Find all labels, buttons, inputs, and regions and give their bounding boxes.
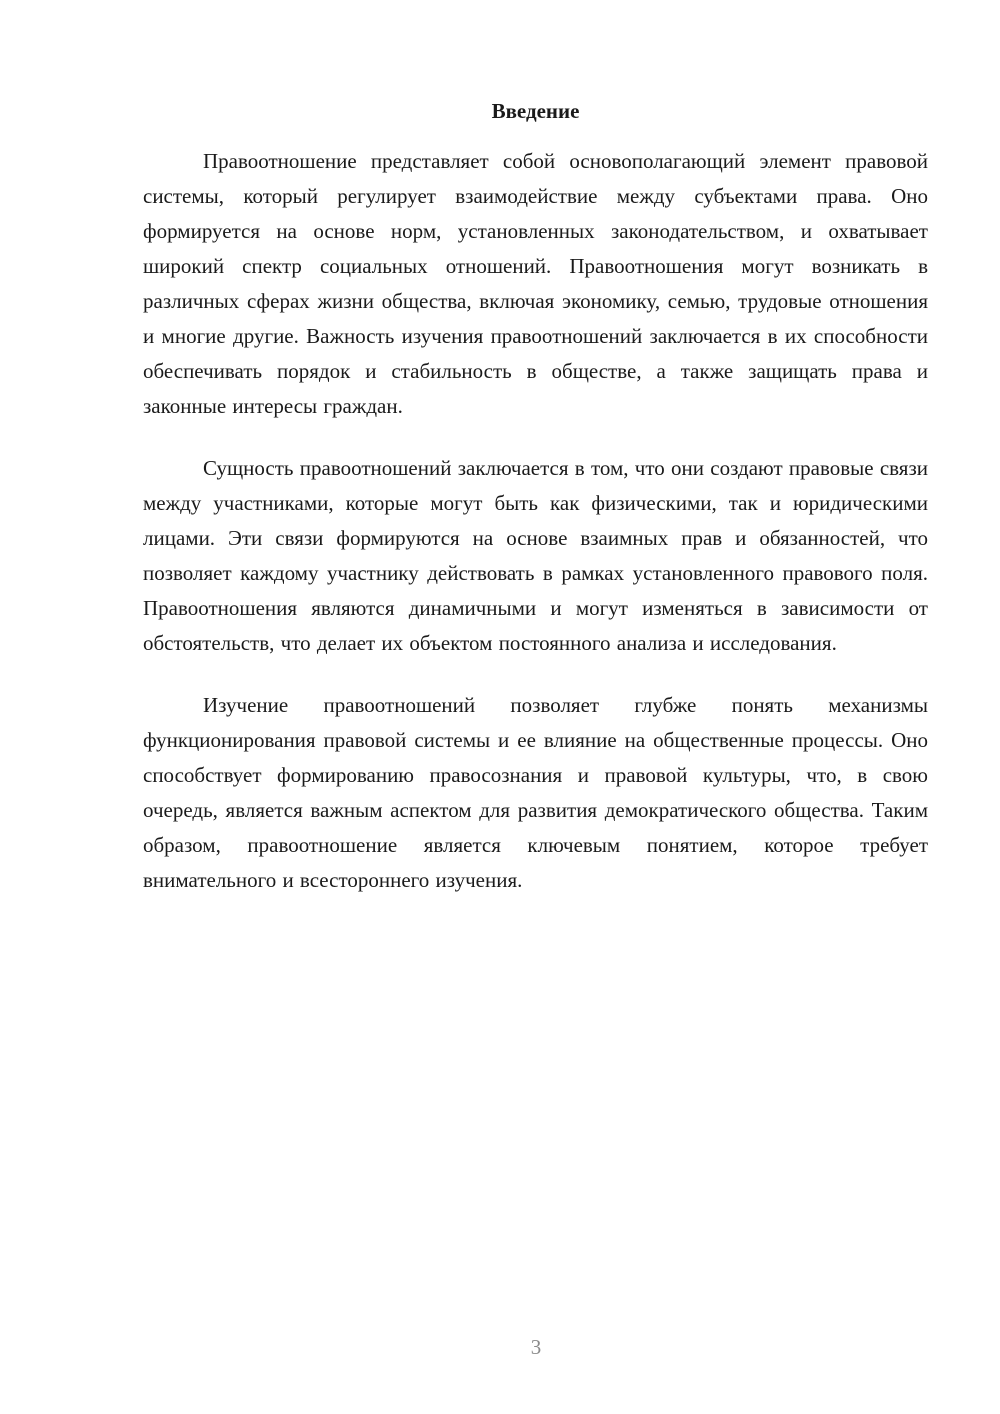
page-content [143, 98, 928, 898]
paragraph-1: Правоотношение представляет собой основополагающий элемент правовой системы, который регулирует взаимодействие между субъектами права. Оно формируется на основе норм, установленных законодательством, и охватывает широкий спектр социальных отношений. Правоотношения могут возникать в различных сферах жизни общества, включая экономику, семью, трудовые отношения и многие другие. Важность изучения правоотношений заключается в их способности обеспечивать порядок и стабильность в обществе, а также защищать права и законные интересы граждан. [143, 149, 928, 418]
section-heading: Введение [491, 99, 580, 123]
paragraph-2: Сущность правоотношений заключается в том, что они создают правовые связи между участниками, которые могут быть как физическими, так и юридическими лицами. Эти связи формируются на основе взаимных прав и обязанностей, что позволяет каждому участнику действовать в рамках установленного правового поля. Правоотношения являются динамичными и могут изменяться в зависимости от обстоятельств, что делает их объектом постоянного анализа и исследования. [143, 456, 928, 655]
page-number: 3 [530, 1335, 542, 1359]
paragraph-3: Изучение правоотношений позволяет глубже понять механизмы функционирования правовой системы и ее влияние на общественные процессы. Оно способствует формированию правосознания и правовой культуры, что, в свою очередь, является важным аспектом для развития демократического общества. Таким образом, правоотношение является ключевым понятием, которое требует внимательного и всестороннего изучения. [143, 693, 928, 892]
